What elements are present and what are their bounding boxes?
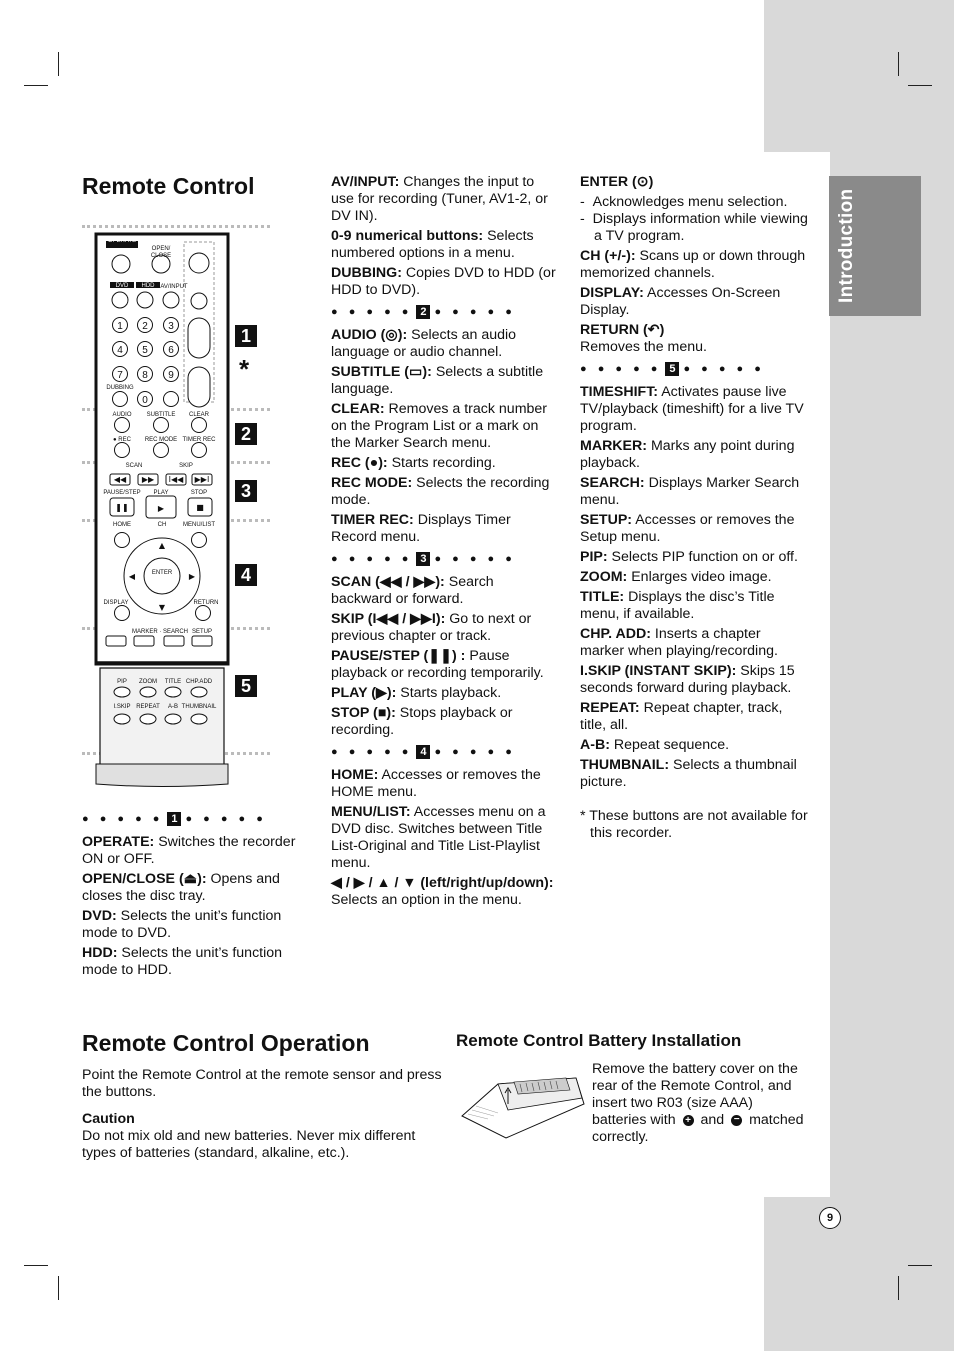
svg-text:HDD: HDD xyxy=(141,283,155,289)
enter-list xyxy=(580,194,808,245)
svg-text:HOME: HOME xyxy=(113,522,131,528)
battery-title: Remote Control Battery Installation xyxy=(456,1031,742,1050)
svg-text:▶: ▶ xyxy=(188,572,196,581)
caution-text: Do not mix old and new batteries. Never mix different types of batteries (standard, alkaline, etc.). xyxy=(82,1128,416,1161)
column-1 xyxy=(82,806,304,982)
desc-iskip: I.SKIP (INSTANT SKIP): Skips 15 seconds forward during playback. xyxy=(580,663,795,696)
svg-text:RETURN: RETURN xyxy=(193,600,219,606)
column-2 xyxy=(331,174,557,912)
svg-text:PIP: PIP xyxy=(117,679,127,685)
desc-thumbnail: THUMBNAIL: Selects a thumbnail picture. xyxy=(580,757,797,790)
desc-chp-add: CHP. ADD: Inserts a chapter marker when playing/recording. xyxy=(580,626,778,659)
svg-text:5: 5 xyxy=(142,345,148,356)
svg-text:0: 0 xyxy=(142,395,148,406)
desc-menu-list: MENU/LIST: Accesses menu on a DVD disc. Switches between Title List-Original and Title List-Playlist menu. xyxy=(331,804,546,871)
desc-timer-rec: TIMER REC: Displays Timer Record menu. xyxy=(331,512,511,545)
svg-text:MARKER · SEARCH: MARKER · SEARCH xyxy=(131,629,189,635)
desc-rec-mode: REC MODE: Selects the recording mode. xyxy=(331,475,550,508)
desc-setup: SETUP: Accesses or removes the Setup menu. xyxy=(580,512,795,545)
desc-timeshift: TIMESHIFT: Activates pause live TV/playback (timeshift) for a live TV program. xyxy=(580,384,804,434)
crop-mark xyxy=(58,52,59,76)
svg-text:STOP: STOP xyxy=(190,490,208,496)
desc-play: PLAY (▶): Starts playback. xyxy=(331,685,502,701)
section-tab-label: Introduction xyxy=(836,188,857,304)
svg-text:CLEAR: CLEAR xyxy=(188,412,210,418)
footnote-star: * xyxy=(239,354,250,384)
caution-label: Caution xyxy=(82,1111,135,1127)
desc-open-close: OPEN/CLOSE (⏏): Opens and closes the disc tray. xyxy=(82,871,280,904)
svg-text:SCAN: SCAN xyxy=(125,463,143,469)
section-header-3: ● ● ● ● ● 3 ● ● ● ● ● xyxy=(331,553,516,566)
desc-clear: CLEAR: Removes a track number on the Program List or a mark on the Marker Search menu. xyxy=(331,401,548,451)
desc-audio: AUDIO (◎): Selects an audio language or audio channel. xyxy=(331,327,517,360)
desc-display: DISPLAY: Accesses On-Screen Display. xyxy=(580,285,781,318)
operation-title: Remote Control Operation xyxy=(82,1030,370,1056)
svg-text:● REC: ● REC xyxy=(113,437,131,443)
desc-enter: ENTER (⊙) xyxy=(580,174,654,190)
svg-text:4: 4 xyxy=(117,345,123,356)
desc-pip: PIP: Selects PIP function on or off. xyxy=(580,549,798,565)
svg-text:6: 6 xyxy=(168,345,174,356)
svg-text:OPEN/: OPEN/ xyxy=(151,246,171,252)
svg-text:A-B: A-B xyxy=(167,704,179,710)
crop-mark xyxy=(24,1265,48,1266)
battery-illustration xyxy=(458,1064,586,1144)
svg-text:TITLE: TITLE xyxy=(164,679,182,685)
svg-text:ZOOM: ZOOM xyxy=(139,679,157,685)
desc-home: HOME: Accesses or removes the HOME menu. xyxy=(331,767,541,800)
svg-text:7: 7 xyxy=(117,370,123,381)
remote-illustration xyxy=(82,222,272,792)
crop-mark xyxy=(24,85,48,86)
crop-mark xyxy=(908,85,932,86)
svg-text:AUDIO: AUDIO xyxy=(112,412,132,418)
svg-text:▶▶I: ▶▶I xyxy=(194,475,210,484)
svg-text:THUMBNAIL: THUMBNAIL xyxy=(181,704,217,710)
battery-text-b: matched correctly. xyxy=(592,1112,804,1145)
desc-marker: MARKER: Marks any point during playback. xyxy=(580,438,795,471)
desc-ch: CH (+/-): Scans up or down through memorized channels. xyxy=(580,248,806,281)
svg-text:TIMER REC: TIMER REC xyxy=(182,437,216,443)
section-header-4: ● ● ● ● ● 4 ● ● ● ● ● xyxy=(331,746,516,759)
plus-icon: + xyxy=(683,1115,694,1126)
operation-paragraph: Point the Remote Control at the remote sensor and press the buttons. xyxy=(82,1067,442,1100)
section-header-5: ● ● ● ● ● 5 ● ● ● ● ● xyxy=(580,363,765,376)
list-item: - Displays information while viewing a TV program. xyxy=(580,211,808,244)
desc-zoom: ZOOM: Enlarges video image. xyxy=(580,569,772,585)
remote-control-title: Remote Control xyxy=(82,173,255,199)
minus-icon: − xyxy=(731,1115,742,1126)
desc-title: TITLE: Displays the disc’s Title menu, if available. xyxy=(580,589,775,622)
svg-text:MENU/LIST: MENU/LIST xyxy=(182,522,216,528)
svg-text:I◀◀: I◀◀ xyxy=(168,475,184,484)
svg-text:▶: ▶ xyxy=(157,504,165,513)
svg-text:■: ■ xyxy=(196,503,204,512)
footnote: * These buttons are not available for this recorder. xyxy=(580,808,808,841)
svg-text:SKIP: SKIP xyxy=(179,463,193,469)
remote-body xyxy=(82,222,232,792)
desc-search: SEARCH: Displays Marker Search menu. xyxy=(580,475,800,508)
page-number: 9 xyxy=(819,1207,841,1229)
svg-text:1: 1 xyxy=(117,321,123,332)
svg-text:SETUP: SETUP xyxy=(191,629,213,635)
desc-hdd: HDD: Selects the unit’s function mode to HDD. xyxy=(82,945,283,978)
crop-mark xyxy=(898,1276,899,1300)
section-marker-4: 4 xyxy=(235,564,257,586)
desc-stop: STOP (■): Stops playback or recording. xyxy=(331,705,513,738)
crop-mark xyxy=(58,1276,59,1300)
svg-text:PAUSE/STEP: PAUSE/STEP xyxy=(103,490,141,496)
section-header-1: ● ● ● ● ● 1 ● ● ● ● ● xyxy=(82,813,267,826)
svg-text:9: 9 xyxy=(168,370,174,381)
battery-text-a: Remove the battery cover on the rear of the Remote Control, and insert two R03 (size AAA) batteries with xyxy=(592,1061,798,1128)
section-marker-2: 2 xyxy=(235,423,257,445)
svg-text:CLOSE: CLOSE xyxy=(150,253,172,259)
desc-return: RETURN (↶) xyxy=(580,322,665,338)
svg-text:▶▶: ▶▶ xyxy=(141,475,155,484)
svg-text:REPEAT: REPEAT xyxy=(136,704,160,710)
desc-ab: A-B: Repeat sequence. xyxy=(580,737,730,753)
desc-arrows: ◀ / ▶ / ▲ / ▼ (left/right/up/down): Selects an option in the menu. xyxy=(331,875,554,908)
section-header-2: ● ● ● ● ● 2 ● ● ● ● ● xyxy=(331,306,516,319)
operation-text xyxy=(82,1067,442,1165)
svg-text:OPERATE: OPERATE xyxy=(107,238,137,244)
desc-scan: SCAN (◀◀ / ▶▶): Search backward or forward. xyxy=(331,574,494,607)
desc-dvd: DVD: Selects the unit’s function mode to DVD. xyxy=(82,908,282,941)
svg-text:2: 2 xyxy=(142,321,148,332)
svg-text:▼: ▼ xyxy=(158,603,166,612)
battery-text xyxy=(592,1061,807,1146)
svg-text:SUBTITLE: SUBTITLE xyxy=(146,412,176,418)
desc-skip: SKIP (I◀◀ / ▶▶I): Go to next or previous chapter or track. xyxy=(331,611,532,644)
column-3 xyxy=(580,174,808,845)
desc-numerical: 0-9 numerical buttons: Selects numbered options in a menu. xyxy=(331,228,534,261)
svg-text:DUBBING: DUBBING xyxy=(106,385,134,391)
battery-text-and: and xyxy=(700,1112,725,1128)
svg-text:I.SKIP: I.SKIP xyxy=(113,704,131,710)
desc-av-input: AV/INPUT: Changes the input to use for recording (Tuner, AV1-2, or DV IN). xyxy=(331,174,548,224)
section-marker-5: 5 xyxy=(235,675,257,697)
desc-rec: REC (●): Starts recording. xyxy=(331,455,496,471)
svg-text:DISPLAY: DISPLAY xyxy=(103,600,129,606)
desc-dubbing: DUBBING: Copies DVD to HDD (or HDD to DVD). xyxy=(331,265,556,298)
svg-text:▲: ▲ xyxy=(158,541,166,550)
section-marker-1: 1 xyxy=(235,325,257,347)
desc-pause-step: PAUSE/STEP (❚❚) : Pause playback or recording temporarily. xyxy=(331,648,544,681)
desc-return-text: Removes the menu. xyxy=(580,339,707,355)
svg-text:CHP.ADD: CHP.ADD xyxy=(185,679,213,685)
section-marker-3: 3 xyxy=(235,480,257,502)
desc-operate: OPERATE: Switches the recorder ON or OFF. xyxy=(82,834,296,867)
svg-text:◀: ◀ xyxy=(128,572,136,581)
svg-text:REC MODE: REC MODE xyxy=(144,437,178,443)
svg-text:CH: CH xyxy=(157,522,167,528)
svg-text:❚❚: ❚❚ xyxy=(115,503,129,512)
svg-text:8: 8 xyxy=(142,370,148,381)
crop-mark xyxy=(898,52,899,76)
svg-text:◀◀: ◀◀ xyxy=(113,475,127,484)
crop-mark xyxy=(908,1265,932,1266)
svg-text:DVD: DVD xyxy=(115,283,129,289)
svg-text:PLAY: PLAY xyxy=(153,490,169,496)
svg-text:AV/INPUT: AV/INPUT xyxy=(160,284,188,290)
desc-repeat: REPEAT: Repeat chapter, track, title, all. xyxy=(580,700,783,733)
svg-text:3: 3 xyxy=(168,321,174,332)
svg-text:ENTER: ENTER xyxy=(151,570,173,576)
desc-subtitle: SUBTITLE (▭): Selects a subtitle language. xyxy=(331,364,544,397)
list-item: - Acknowledges menu selection. xyxy=(580,194,788,210)
